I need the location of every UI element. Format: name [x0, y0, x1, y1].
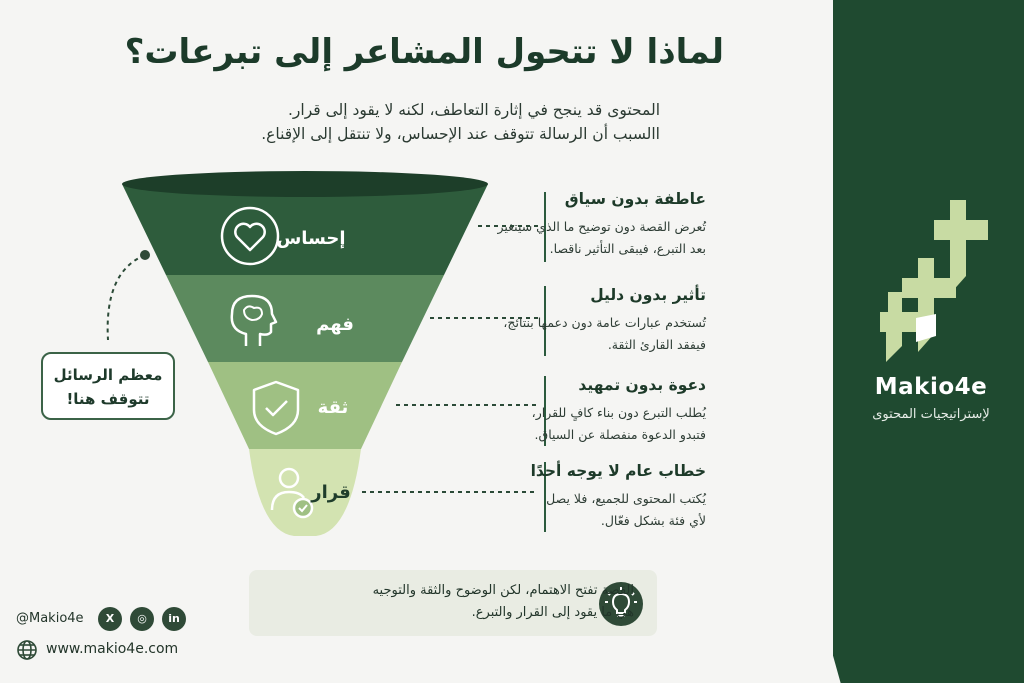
callout-line-1: معظم الرسائل	[53, 366, 163, 384]
note-title-4: خطاب عام لا يوجه أحدًا	[530, 462, 706, 480]
note-body-4	[406, 488, 706, 532]
note-1-line-1: تُعرض القصة دون توضيح ما الذي سيتغير	[497, 219, 706, 234]
stage-label-understanding: فهم	[316, 314, 354, 335]
stage-label-sensation: إحساس	[276, 228, 346, 249]
globe-icon	[16, 639, 38, 661]
note-2-line-2: فيفقد القارئ الثقة.	[607, 337, 706, 352]
connector-dot	[140, 250, 150, 260]
note-title-2: تأثير بدون دليل	[590, 286, 706, 304]
website-link[interactable]: www.makio4e.com	[46, 641, 179, 657]
social-handle[interactable]: @Makio4e	[16, 611, 84, 626]
subtitle-line-1: المحتوى قد ينجح في إثارة التعاطف، لكنه لا يقود إلى قرار.	[288, 101, 660, 119]
subtitle-line-2: االسبب أن الرسالة تتوقف عند الإحساس، ولا تنتقل إلى الإقناع.	[261, 125, 660, 143]
callout-box	[41, 352, 175, 420]
linkedin-icon[interactable]: in	[162, 607, 186, 631]
note-4-line-1: يُكتب المحتوى للجميع، فلا يصل	[546, 491, 706, 506]
note-title-1: عاطفة بدون سياق	[564, 190, 706, 208]
x-icon[interactable]: X	[98, 607, 122, 631]
note-1-line-2: بعد التبرع، فيبقى التأثير ناقصا.	[549, 241, 706, 256]
stage-label-decision: قرار	[311, 482, 351, 503]
note-body-1	[406, 216, 706, 260]
brand-tagline: لإستراتيجيات المحتوى	[872, 407, 990, 422]
note-body-3	[406, 402, 706, 446]
note-title-3: دعوة بدون تمهيد	[578, 376, 706, 394]
brand-logo	[880, 196, 990, 366]
callout-line-2: تتوقف هنا!	[66, 390, 150, 408]
stage-label-trust: ثقة	[317, 397, 349, 418]
note-3-line-2: فتبدو الدعوة منفصلة عن السياق.	[534, 427, 706, 442]
note-4-line-2: لأي فئة بشكل فعّال.	[600, 513, 706, 528]
note-3-line-1: يُطلب التبرع دون بناء كافٍ للقرار،	[531, 405, 706, 420]
insight-line-2: هي ما يقود إلى القرار والتبرع.	[471, 605, 634, 620]
brand-name: Makio4e	[874, 374, 988, 400]
insight-text	[274, 580, 634, 624]
note-2-line-1: تُستخدم عبارات عامة دون دعمها بنتائج،	[503, 315, 706, 330]
insight-line-1: القصة تفتح الاهتمام، لكن الوضوح والثقة والتوجيه	[372, 583, 634, 598]
note-body-2	[406, 312, 706, 356]
instagram-icon[interactable]: ◎	[130, 607, 154, 631]
page-title: لماذا لا تتحول المشاعر إلى تبرعات؟	[124, 32, 724, 72]
